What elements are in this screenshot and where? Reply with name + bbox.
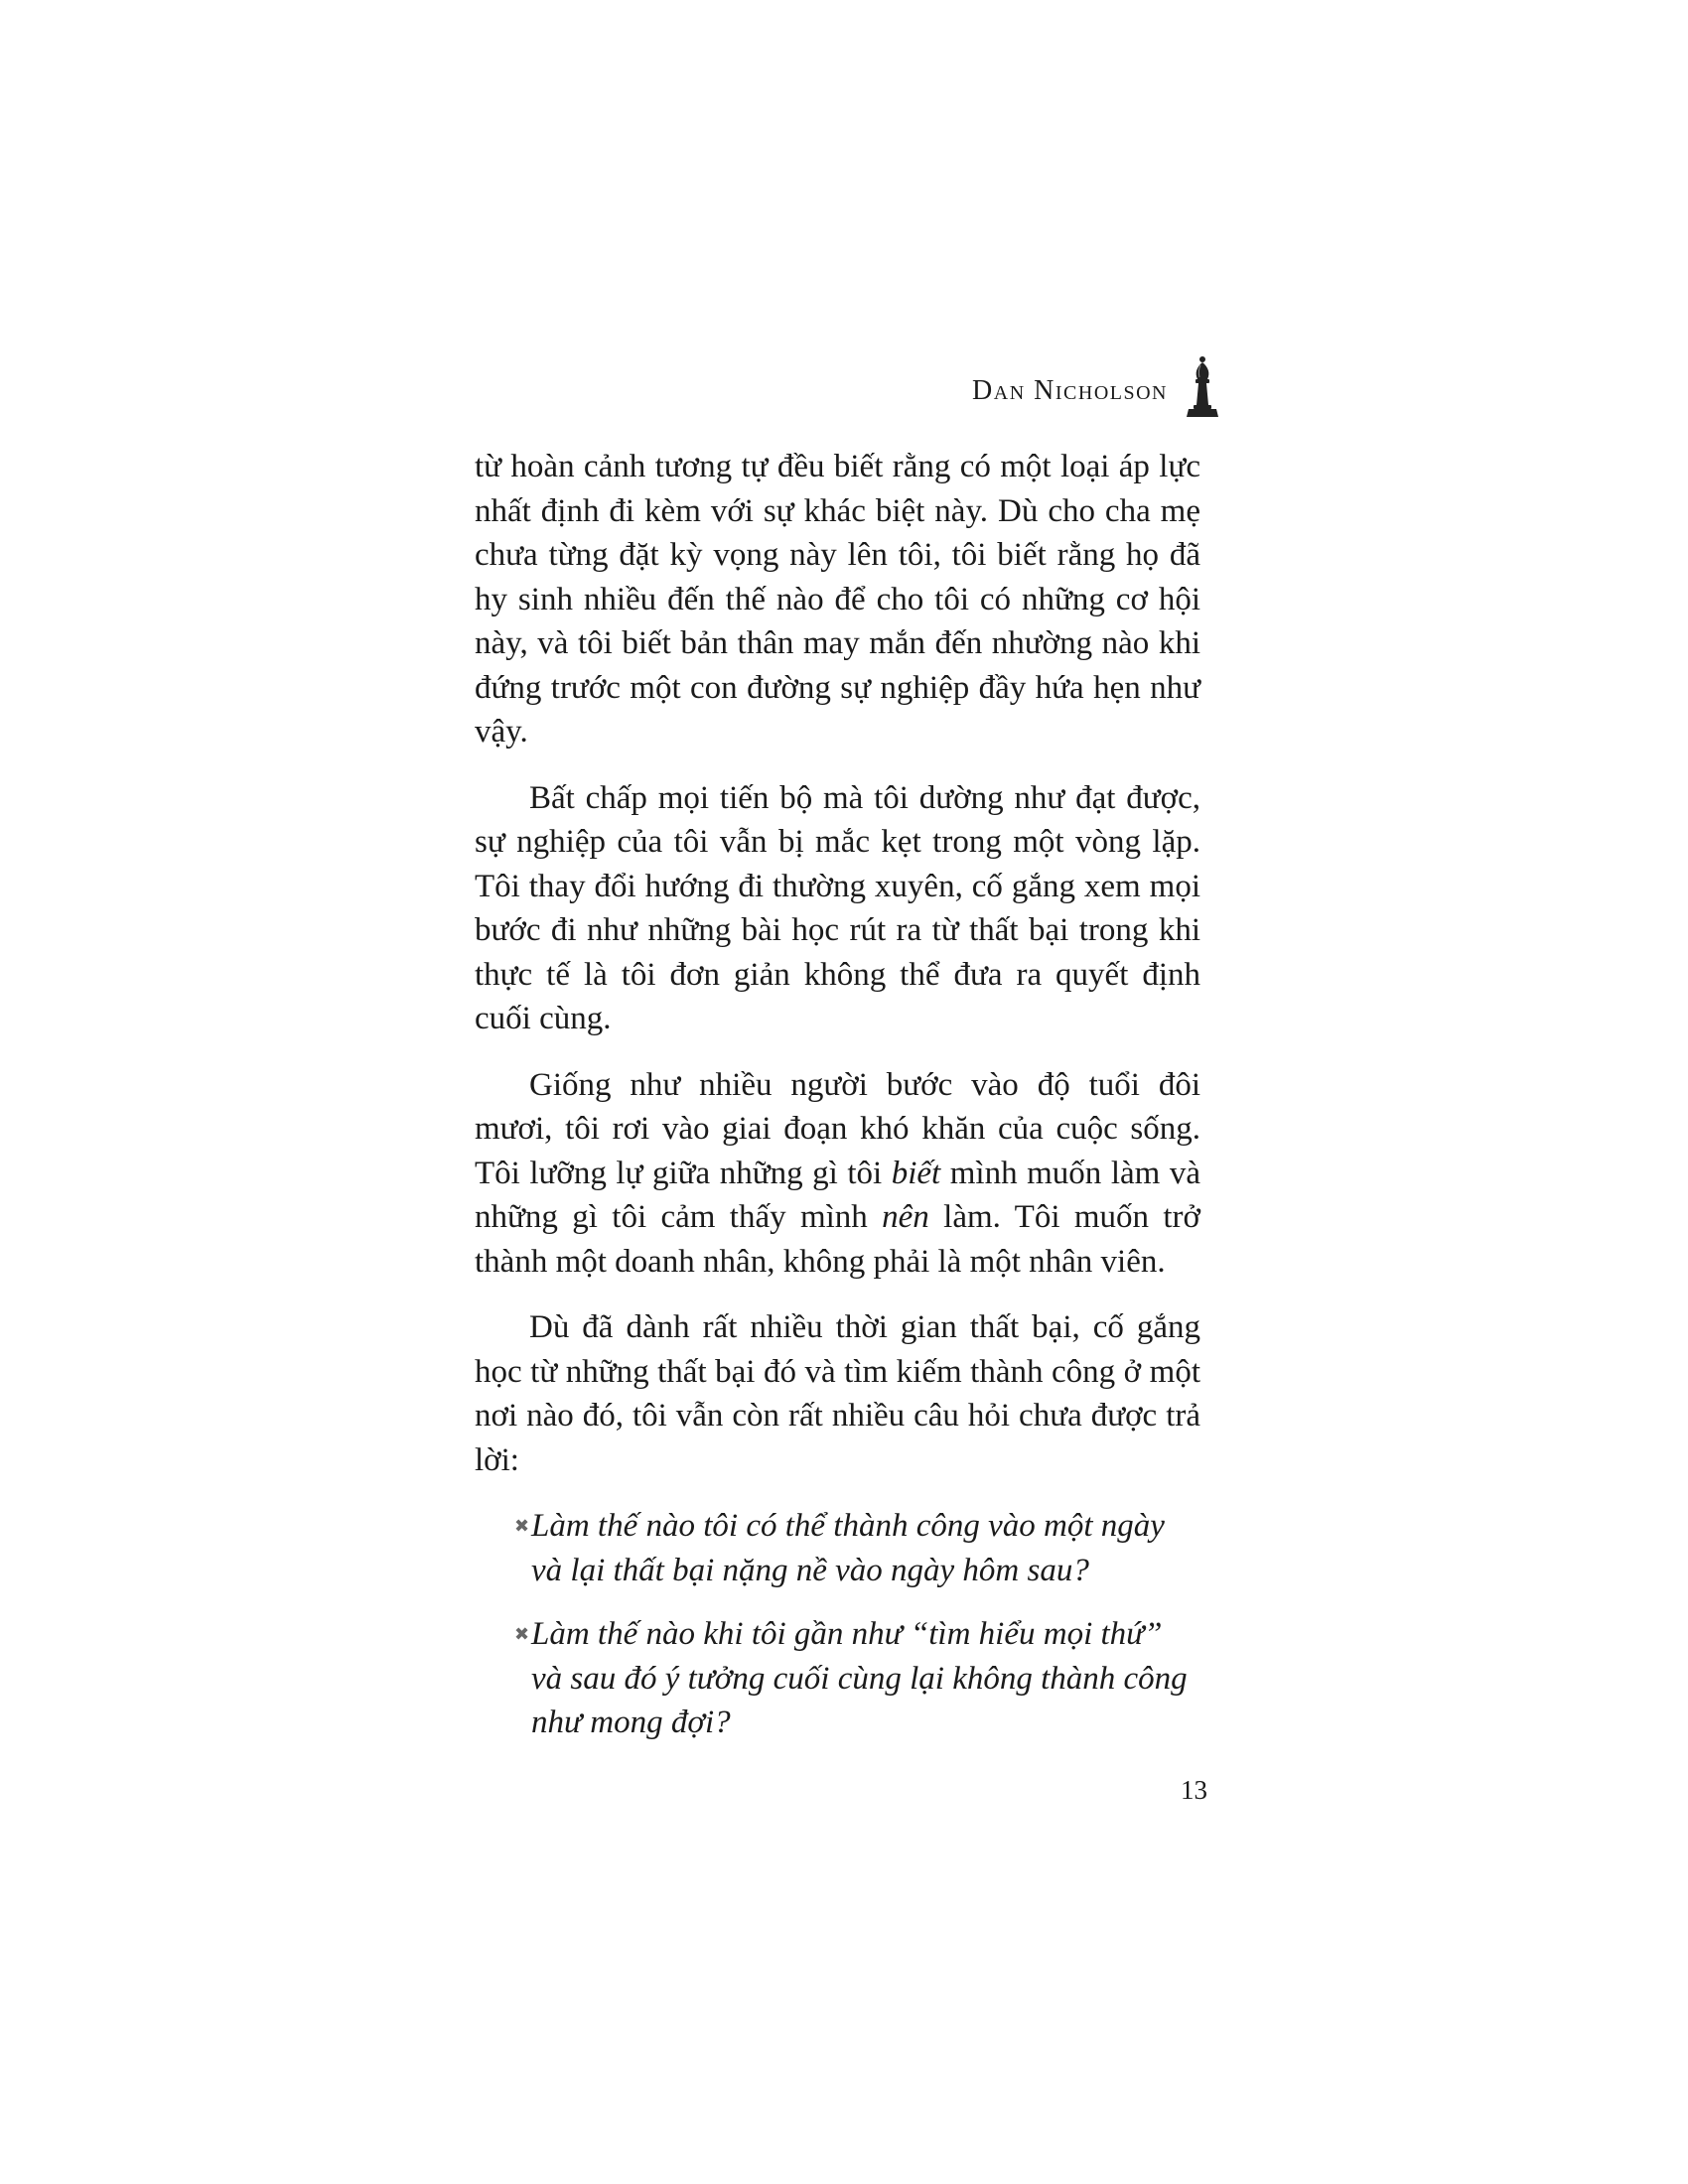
- paragraph-3: [475, 1063, 1200, 1285]
- paragraph-1-text: từ hoàn cảnh tương tự đều biết rằng có một loại áp lực nhất định đi kèm với sự khác biệt này. Dù cho cha mẹ chưa từng đặt kỳ vọng này lên tôi, tôi biết rằng họ đã hy sinh nhiều đến thế nào để cho tôi có những cơ hội này, và tôi biết bản thân may mắn đến nhường nào khi đứng trước một con đường sự nghiệp đầy hứa hẹn như vậy.: [475, 449, 1200, 750]
- paragraph-4: [475, 1305, 1200, 1482]
- emphasis-nen: nên: [882, 1199, 929, 1235]
- paragraph-3-text-b: mình muốn làm và những gì tôi cảm thấy mình: [475, 1155, 1200, 1235]
- list-item-text: Làm thế nào khi tôi gần như “tìm hiểu mọi thứ” và sau đó ý tưởng cuối cùng lại không thành công như mong đợi?: [531, 1616, 1188, 1740]
- author-name: Dan Nicholson: [972, 375, 1168, 406]
- list-item: [514, 1612, 1200, 1745]
- paragraph-4-text: Dù đã dành rất nhiều thời gian thất bại, cố gắng học từ những thất bại đó và tìm kiếm thành công ở một nơi nào đó, tôi vẫn còn rất nhiều câu hỏi chưa được trả lời:: [475, 1309, 1200, 1478]
- question-list: [475, 1504, 1200, 1745]
- page-number: 13: [1181, 1775, 1207, 1805]
- paragraph-2: [475, 776, 1200, 1041]
- paragraph-3-text-a: Giống như nhiều người bước vào độ tuổi đôi mươi, tôi rơi vào giai đoạn khó khăn của cuộc sống. Tôi lưỡng lự giữa những gì tôi: [475, 1066, 1200, 1191]
- x-bullet-icon: ✖: [514, 1516, 530, 1537]
- list-item-text: Làm thế nào tôi có thể thành công vào một ngày và lại thất bại nặng nề vào ngày hôm sau?: [531, 1508, 1165, 1588]
- chess-bishop-icon: [1184, 355, 1221, 419]
- paragraph-2-text: Bất chấp mọi tiến bộ mà tôi dường như đạt được, sự nghiệp của tôi vẫn bị mắc kẹt trong một vòng lặp. Tôi thay đổi hướng đi thường xuyên, cố gắng xem mọi bước đi như những bài học rút ra từ thất bại trong khi thực tế là tôi đơn giản không thể đưa ra quyết định cuối cùng.: [475, 779, 1200, 1036]
- paragraph-1: [475, 445, 1200, 754]
- paragraph-3-text-c: làm. Tôi muốn trở thành một doanh nhân, không phải là một nhân viên.: [475, 1199, 1200, 1280]
- running-header: [972, 355, 1221, 419]
- x-bullet-icon: ✖: [514, 1624, 530, 1645]
- list-item: [514, 1504, 1200, 1592]
- emphasis-biet: biết: [891, 1155, 941, 1191]
- body-text: [475, 445, 1200, 1765]
